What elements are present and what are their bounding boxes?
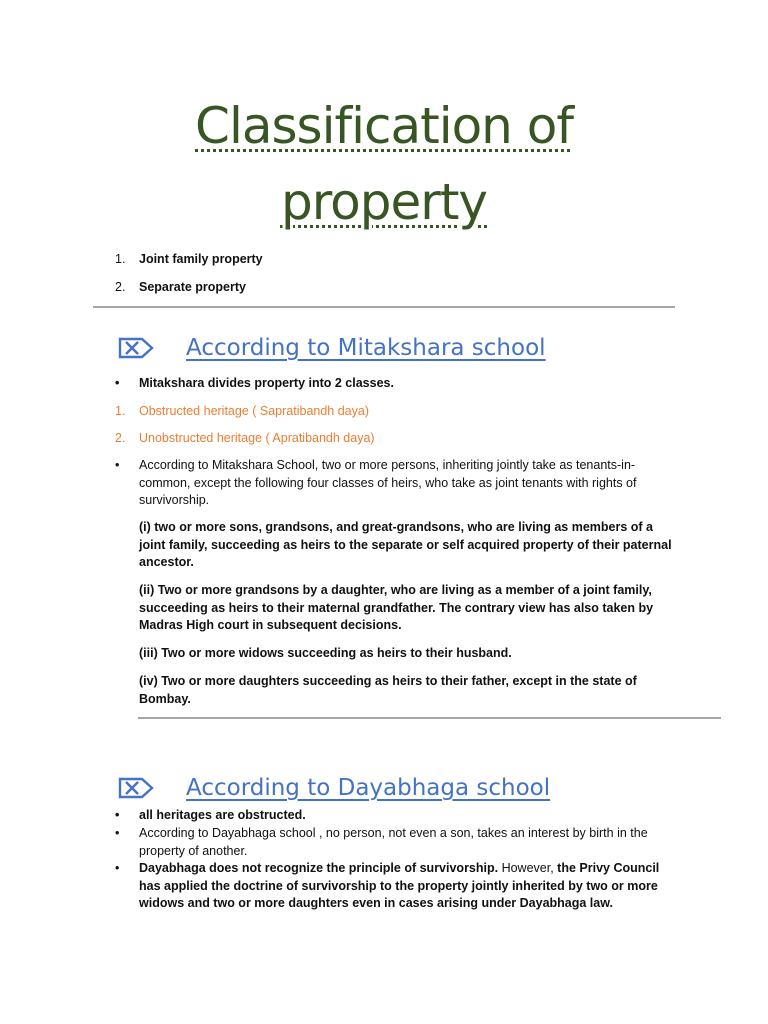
list-item-text: all heritages are obstructed. — [139, 808, 306, 822]
page-title-line-2: property — [280, 173, 488, 231]
list-item — [115, 825, 675, 860]
list-item-text: Obstructed heritage ( Sapratibandh daya) — [139, 404, 369, 418]
list-item — [115, 430, 675, 448]
bullet: • — [115, 376, 120, 390]
bold-text: Dayabhaga does not recognize the principle of survivorship. — [139, 861, 499, 875]
horizontal-rule — [138, 717, 721, 719]
list-number: 2. — [115, 280, 126, 294]
list-item-text: According to Mitakshara School, two or more persons, inheriting jointly take as tenants-in-common, except the following four classes of heirs, who take as joint tenants with rights of survivorship. — [139, 458, 637, 507]
list-item-text — [139, 860, 675, 913]
list-number: 2. — [115, 431, 126, 445]
list-item-text: Unobstructed heritage ( Apratibandh daya) — [139, 431, 375, 445]
heir-class-paragraph: (iii) Two or more widows succeeding as heirs to their husband. — [139, 646, 512, 660]
heir-class-paragraph: (i) two or more sons, grandsons, and great-grandsons, who are living as members of a joint family, succeeding as heirs to the separate or self acquired property of their paternal ancestor. — [139, 520, 672, 569]
list-item — [115, 375, 675, 393]
erase-to-right-icon — [118, 337, 154, 359]
list-number: 1. — [115, 404, 126, 418]
list-item-label: Separate property — [139, 280, 246, 294]
list-item — [115, 252, 263, 266]
list-item — [115, 280, 246, 294]
horizontal-rule — [93, 306, 675, 308]
page-title-line-1: Classification of — [195, 97, 573, 155]
section-heading-text: According to Dayabhaga school — [186, 775, 551, 801]
list-item-text: Mitakshara divides property into 2 classes. — [139, 376, 394, 390]
bullet: • — [115, 808, 120, 822]
bold-text: the Privy Council has applied the doctrine of survivorship to the property jointly inherited by two or more widows and two or more daughters even in cases arising under Dayabhaga law. — [139, 861, 660, 910]
list-item — [115, 807, 675, 825]
list-item — [115, 457, 660, 510]
bullet: • — [115, 826, 120, 840]
list-item — [115, 403, 675, 421]
erase-to-right-icon — [118, 777, 154, 799]
bullet: • — [115, 458, 120, 472]
list-item-label: Joint family property — [139, 252, 263, 266]
section-heading-text: According to Mitakshara school — [186, 335, 546, 361]
heir-class-paragraph: (iv) Two or more daughters succeeding as heirs to their father, except in the state of Bombay. — [139, 674, 637, 706]
list-item — [115, 860, 675, 913]
bullet: • — [115, 861, 120, 875]
heir-class-paragraph: (ii) Two or more grandsons by a daughter, who are living as a member of a joint family, succeeding as heirs to their maternal grandfather. The contrary view has also taken by Madras High court in subsequent decisions. — [139, 583, 654, 632]
normal-text: However, — [498, 861, 558, 875]
section-heading-dayabhaga — [118, 773, 550, 803]
list-item-text: According to Dayabhaga school , no person, not even a son, takes an interest by birth in the property of another. — [139, 826, 648, 858]
section-heading-mitakshara — [118, 333, 546, 363]
list-number: 1. — [115, 252, 126, 266]
